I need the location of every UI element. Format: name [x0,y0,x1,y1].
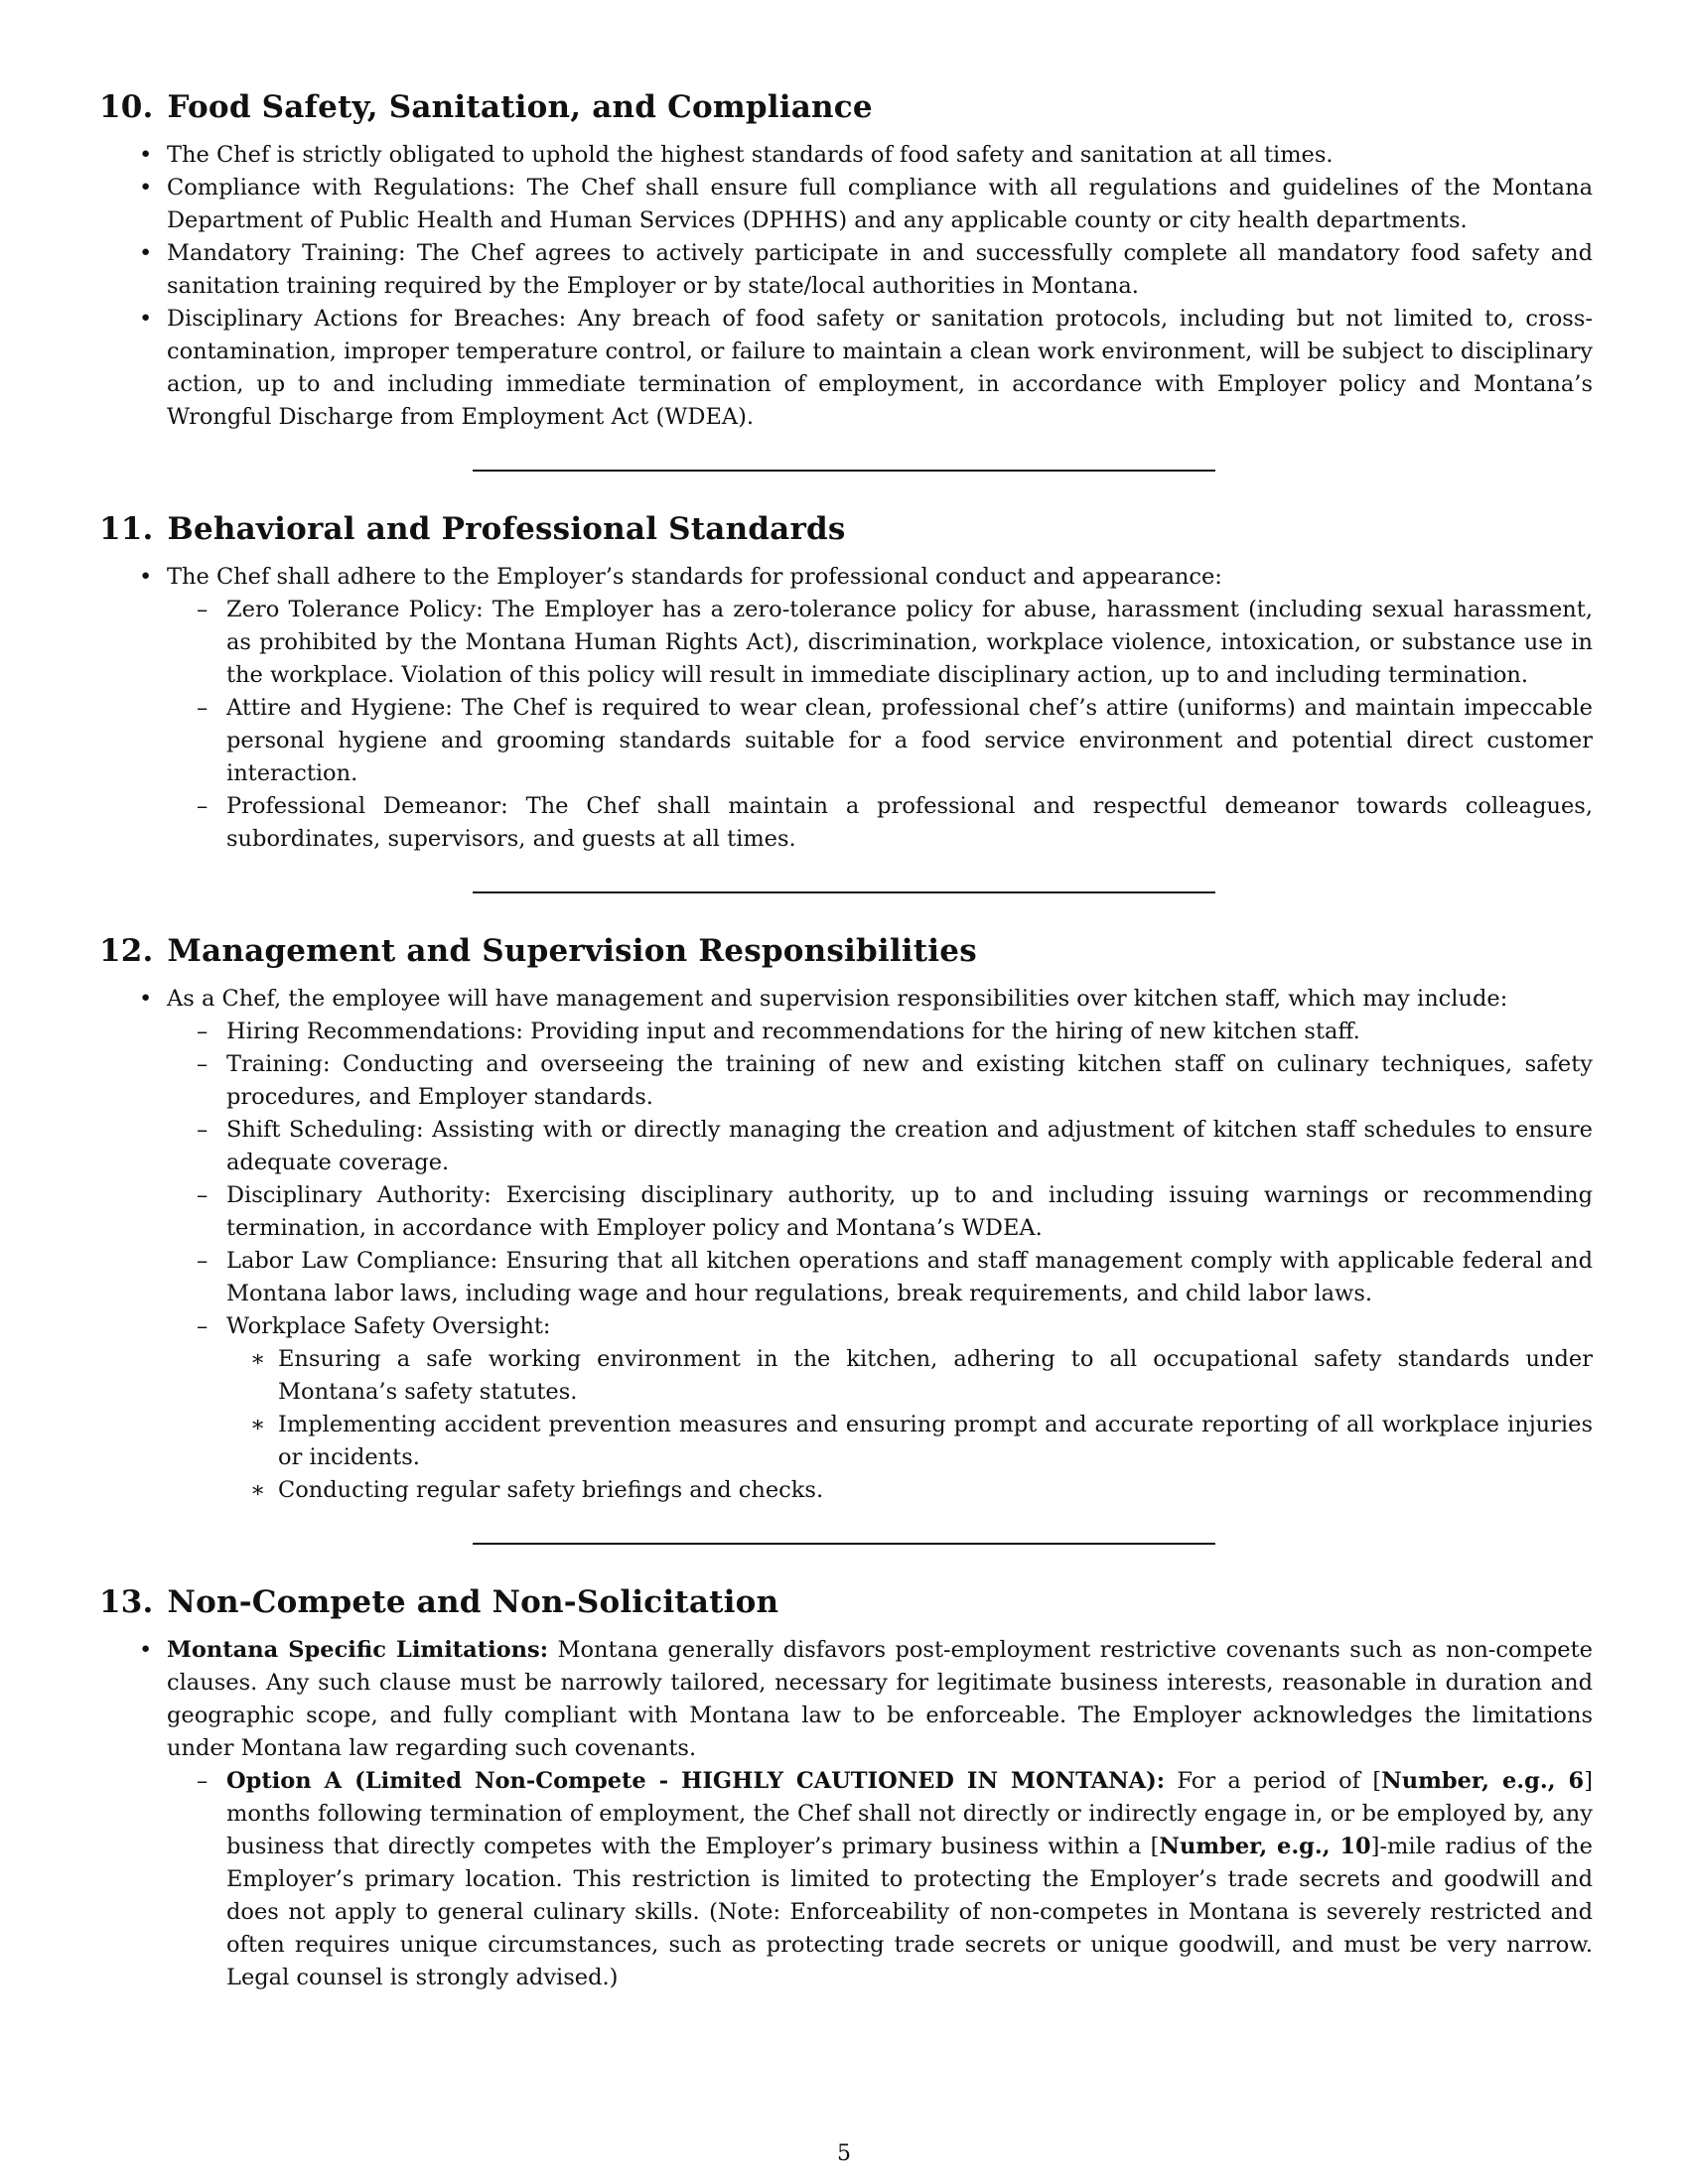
bullet-list [99,139,1593,434]
sub-list-item: – Labor Law Compliance: Ensuring that all kitchen operations and staff management comply with applicable federal and Montana labor laws, including wage and hour regulations, break requirements, and child labor laws. [226,1245,1593,1310]
sub-list-item: – Hiring Recommendations: Providing input and recommendations for the hiring of new kitchen staff. [226,1016,1593,1048]
list-item-intro: As a Chef, the employee will have management and supervision responsibilities over kitchen staff, which may include: [167,986,1508,1012]
section-number: 11. [99,511,154,547]
sub-sub-list-item: ∗ Ensuring a safe working environment in the kitchen, adhering to all occupational safety standards under Montana’s safety statutes. [278,1343,1593,1409]
sub-list [167,1016,1593,1507]
sub-list-item: – Attire and Hygiene: The Chef is required to wear clean, professional chef’s attire (uniforms) and maintain impeccable personal hygiene and grooming standards suitable for a food service environment and potential direct customer interaction. [226,692,1593,790]
section-divider [473,470,1215,472]
section-heading [99,509,1593,549]
sub-list [167,1765,1593,1994]
sub-list-item: – Training: Conducting and overseeing the training of new and existing kitchen staff on culinary techniques, safety procedures, and Employer standards. [226,1048,1593,1114]
list-item: • Mandatory Training: The Chef agrees to actively participate in and successfully complete all mandatory food safety and sanitation training required by the Employer or by state/local authorities in Montana. [167,237,1593,303]
list-item: • The Chef is strictly obligated to uphold the highest standards of food safety and sanitation at all times. [167,139,1593,172]
list-item [167,983,1593,1507]
list-item [167,1634,1593,1994]
list-item: • Disciplinary Actions for Breaches: Any breach of food safety or sanitation protocols, including but not limited to, cross-contamination, improper temperature control, or failure to maintain a clean work environment, will be subject to disciplinary action, up to and including immediate termination of employment, in accordance with Employer policy and Montana’s Wrongful Discharge from Employment Act (WDEA). [167,303,1593,434]
section-13 [99,1582,1593,1994]
sub-list-item-label: Workplace Safety Oversight: [226,1313,551,1339]
section-title: Food Safety, Sanitation, and Compliance [167,89,873,125]
list-item [167,561,1593,856]
limits-text: Montana generally disfavors post-employment restrictive covenants such as non-compete clauses. Any such clause must be narrowly tailored, necessary for legitimate business interests, reasonable in duration and geographic scope, and fully compliant with Montana law to be enforceable. The Employer acknowledges the limitations under Montana law regarding such covenants. [167,1637,1593,1761]
option-a-text: For a period of [ [1165,1768,1382,1794]
sub-list-item-option-a [226,1765,1593,1994]
section-title: Behavioral and Professional Standards [167,511,846,547]
option-a-text: ] months following termination of employment, the Chef shall not directly or indirectly engage in, or be employed by, any business that directly competes with the Employer’s primary business within a [ [226,1768,1593,1859]
limits-label: Montana Specific Limitations: [167,1637,549,1663]
section-title: Management and Supervision Responsibilities [167,933,977,969]
section-number: 12. [99,933,154,969]
bullet-list [99,561,1593,856]
page-number: 5 [837,2141,851,2166]
sub-list-item: – Professional Demeanor: The Chef shall maintain a professional and respectful demeanor towards colleagues, subordinates, supervisors, and guests at all times. [226,790,1593,856]
sub-list-item: – Shift Scheduling: Assisting with or directly managing the creation and adjustment of kitchen staff schedules to ensure adequate coverage. [226,1114,1593,1179]
sub-list-item: – Zero Tolerance Policy: The Employer has a zero-tolerance policy for abuse, harassment (including sexual harassment, as prohibited by the Montana Human Rights Act), discrimination, workplace violence, intoxication, or substance use in the workplace. Violation of this policy will result in immediate disciplinary action, up to and including termination. [226,594,1593,692]
section-heading [99,1582,1593,1622]
sub-sub-list [226,1343,1593,1507]
section-11 [99,509,1593,856]
sub-list-item: – Disciplinary Authority: Exercising disciplinary authority, up to and including issuing warnings or recommending termination, in accordance with Employer policy and Montana’s WDEA. [226,1179,1593,1245]
list-item: • Compliance with Regulations: The Chef shall ensure full compliance with all regulations and guidelines of the Montana Department of Public Health and Human Services (DPHHS) and any applicable county or city health departments. [167,172,1593,237]
sub-sub-list-item: ∗ Conducting regular safety briefings and checks. [278,1474,1593,1507]
sub-sub-list-item: ∗ Implementing accident prevention measures and ensuring prompt and accurate reporting of all workplace injuries or incidents. [278,1409,1593,1474]
bullet-list [99,983,1593,1507]
section-10 [99,87,1593,434]
sub-list [167,594,1593,856]
option-a-radius-placeholder: Number, e.g., 10 [1159,1834,1371,1859]
sub-list-item [226,1310,1593,1507]
bullet-list [99,1634,1593,1994]
document-page [99,87,1593,1994]
list-item-intro: The Chef shall adhere to the Employer’s standards for professional conduct and appearance: [167,564,1222,590]
section-number: 13. [99,1584,154,1620]
section-heading [99,87,1593,127]
section-12 [99,931,1593,1507]
option-a-text: ]-mile radius of the Employer’s primary location. This restriction is limited to protecting the Employer’s trade secrets and goodwill and does not apply to general culinary skills. (Note: Enforceability of non-competes in Montana is severely restricted and often requires unique circumstances, such as protecting trade secrets or unique goodwill, and must be very narrow. Legal counsel is strongly advised.) [226,1834,1593,1990]
section-divider [473,891,1215,893]
section-divider [473,1543,1215,1545]
section-heading [99,931,1593,971]
option-a-months-placeholder: Number, e.g., 6 [1381,1768,1585,1794]
section-title: Non-Compete and Non-Solicitation [167,1584,779,1620]
section-number: 10. [99,89,154,125]
option-a-label: Option A (Limited Non-Compete - HIGHLY CAUTIONED IN MONTANA): [226,1768,1166,1794]
